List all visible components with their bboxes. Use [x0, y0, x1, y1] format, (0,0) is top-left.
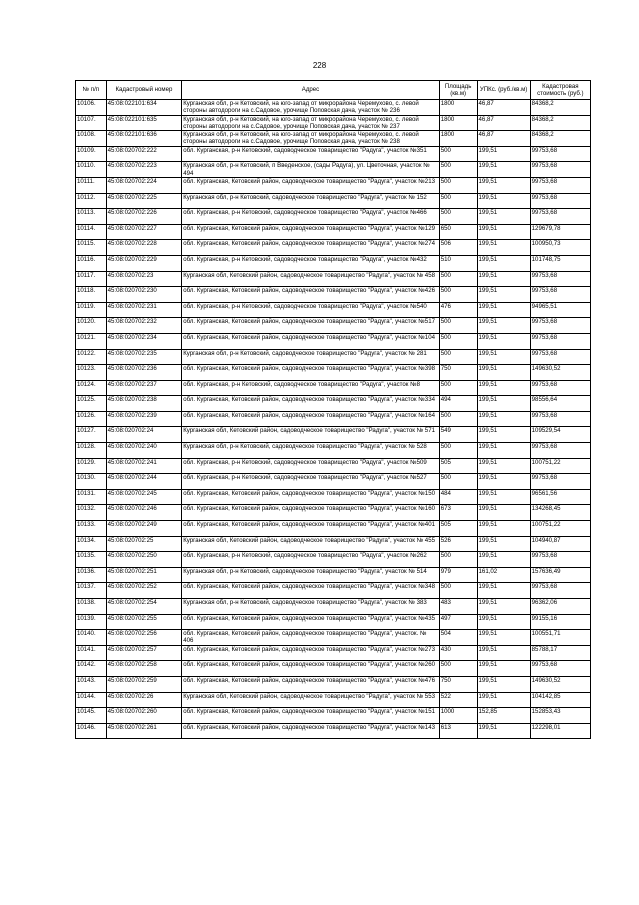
- row-number-cell: 10142.: [76, 661, 107, 677]
- upks-cell: 46,87: [477, 115, 530, 131]
- row-number-cell: 10146.: [76, 723, 107, 739]
- table-row: [76, 271, 591, 287]
- cadastral-number-cell: 45:08:020702:246: [106, 505, 182, 521]
- area-cell: 750: [439, 676, 477, 692]
- table-row: [76, 177, 591, 193]
- address-cell: Курганская обл, Кетовский район, садоводческое товарищество "Радуга", участок № 553: [182, 692, 440, 708]
- cadastral-cost-cell: 100751,22: [530, 521, 590, 537]
- address-cell: обл. Курганская, р-н Кетовский, садоводческое товарищество "Радуга", участок №509: [182, 458, 440, 474]
- cadastral-cost-cell: 96362,06: [530, 599, 590, 615]
- upks-cell: 199,51: [477, 193, 530, 209]
- row-number-cell: 10108.: [76, 131, 107, 147]
- table-row: [76, 521, 591, 537]
- area-cell: 484: [439, 489, 477, 505]
- cadastral-cost-cell: 99753,68: [530, 318, 590, 334]
- upks-cell: 199,51: [477, 396, 530, 412]
- upks-cell: 199,51: [477, 474, 530, 490]
- cadastral-cost-cell: 96561,56: [530, 489, 590, 505]
- area-cell: 483: [439, 599, 477, 615]
- table-row: [76, 489, 591, 505]
- row-number-cell: 10110.: [76, 162, 107, 178]
- upks-cell: 199,51: [477, 521, 530, 537]
- cadastral-cost-cell: 100551,71: [530, 630, 590, 646]
- cadastral-cost-cell: 99753,68: [530, 443, 590, 459]
- address-cell: обл. Курганская, р-н Кетовский, садоводческое товарищество "Радуга", участок №540: [182, 302, 440, 318]
- row-number-cell: 10121.: [76, 333, 107, 349]
- address-cell: Курганская обл, р-н Кетовский, садоводческое товарищество "Радуга", участок № 514: [182, 567, 440, 583]
- row-number-cell: 10140.: [76, 630, 107, 646]
- upks-cell: 199,51: [477, 692, 530, 708]
- cadastral-number-cell: 45:08:020702:251: [106, 567, 182, 583]
- table-row: [76, 318, 591, 334]
- cadastral-number-cell: 45:08:020702:250: [106, 552, 182, 568]
- area-cell: 497: [439, 614, 477, 630]
- cadastral-number-cell: 45:08:020702:228: [106, 240, 182, 256]
- row-number-cell: 10136.: [76, 567, 107, 583]
- row-number-cell: 10127.: [76, 427, 107, 443]
- row-number-cell: 10109.: [76, 146, 107, 162]
- cadastral-number-cell: 45:08:022101:636: [106, 131, 182, 147]
- area-cell: 500: [439, 318, 477, 334]
- cadastral-cost-cell: 85788,17: [530, 645, 590, 661]
- upks-cell: 199,51: [477, 599, 530, 615]
- table-row: [76, 567, 591, 583]
- address-cell: Курганская обл, р-н Кетовский, садоводческое товарищество "Радуга", участок № 281: [182, 349, 440, 365]
- cadastral-cost-cell: 99753,68: [530, 287, 590, 303]
- table-row: [76, 583, 591, 599]
- row-number-cell: 10126.: [76, 411, 107, 427]
- upks-cell: 199,51: [477, 458, 530, 474]
- row-number-cell: 10132.: [76, 505, 107, 521]
- area-cell: 494: [439, 396, 477, 412]
- cadastral-number-cell: 45:08:020702:227: [106, 224, 182, 240]
- area-cell: 504: [439, 630, 477, 646]
- row-number-cell: 10131.: [76, 489, 107, 505]
- address-cell: обл. Курганская, Кетовский район, садоводческое товарищество "Радуга", участок №334: [182, 396, 440, 412]
- cadastral-cost-cell: 99753,68: [530, 193, 590, 209]
- address-cell: обл. Курганская, Кетовский район, садоводческое товарищество "Радуга", участок №260: [182, 661, 440, 677]
- area-cell: 430: [439, 645, 477, 661]
- upks-cell: 199,51: [477, 489, 530, 505]
- cadastral-cost-cell: 129679,78: [530, 224, 590, 240]
- row-number-cell: 10141.: [76, 645, 107, 661]
- upks-cell: 46,87: [477, 131, 530, 147]
- address-cell: обл. Курганская, Кетовский район, садоводческое товарищество "Радуга", участок №150: [182, 489, 440, 505]
- row-number-cell: 10123.: [76, 365, 107, 381]
- address-cell: Курганская обл, р-н Кетовский, садоводческое товарищество "Радуга", участок № 152: [182, 193, 440, 209]
- header-area: Площадь (кв.м): [439, 81, 477, 100]
- address-cell: обл. Курганская, Кетовский район, садоводческое товарищество "Радуга", участок №129: [182, 224, 440, 240]
- row-number-cell: 10134.: [76, 536, 107, 552]
- area-cell: 500: [439, 193, 477, 209]
- cadastral-number-cell: 45:08:020702:25: [106, 536, 182, 552]
- table-row: [76, 614, 591, 630]
- cadastral-number-cell: 45:08:022101:634: [106, 100, 182, 116]
- cadastral-number-cell: 45:08:020702:245: [106, 489, 182, 505]
- table-row: [76, 536, 591, 552]
- row-number-cell: 10118.: [76, 287, 107, 303]
- address-cell: обл. Курганская, Кетовский район, садоводческое товарищество "Радуга", участок. № 406: [182, 630, 440, 646]
- table-header-row: [76, 81, 591, 100]
- address-cell: обл. Курганская, Кетовский район, садоводческое товарищество "Радуга", участок №213: [182, 177, 440, 193]
- header-cadastral: Кадастровый номер: [106, 81, 182, 100]
- cadastral-number-cell: 45:08:020702:235: [106, 349, 182, 365]
- cadastral-cost-cell: 99753,68: [530, 380, 590, 396]
- row-number-cell: 10130.: [76, 474, 107, 490]
- area-cell: 1000: [439, 708, 477, 724]
- address-cell: обл. Курганская, р-н Кетовский, садоводческое товарищество "Радуга", участок №466: [182, 209, 440, 225]
- address-cell: Курганская обл, р-н Кетовский, п Введенское, (сады Радуга), ул. Цветочная, участок № 494: [182, 162, 440, 178]
- table-row: [76, 443, 591, 459]
- address-cell: Курганская обл, р-н Кетовский, на юго-запад от микрорайона Черемухово, с. левой стороны автодороги на с.Садовое, урочище Поповская дача, участок № 238: [182, 131, 440, 147]
- area-cell: 500: [439, 411, 477, 427]
- area-cell: 500: [439, 380, 477, 396]
- address-cell: обл. Курганская, р-н Кетовский, садоводческое товарищество "Радуга", участок №351: [182, 146, 440, 162]
- cadastral-table: [75, 80, 591, 739]
- row-number-cell: 10125.: [76, 396, 107, 412]
- row-number-cell: 10115.: [76, 240, 107, 256]
- upks-cell: 199,51: [477, 676, 530, 692]
- cadastral-number-cell: 45:08:020702:234: [106, 333, 182, 349]
- header-cost: Кадастровая стоимость (руб.): [530, 81, 590, 100]
- cadastral-number-cell: 45:08:020702:230: [106, 287, 182, 303]
- table-row: [76, 661, 591, 677]
- header-address: Адрес: [182, 81, 440, 100]
- table-row: [76, 146, 591, 162]
- cadastral-cost-cell: 101748,75: [530, 255, 590, 271]
- upks-cell: 199,51: [477, 302, 530, 318]
- cadastral-number-cell: 45:08:020702:237: [106, 380, 182, 396]
- row-number-cell: 10120.: [76, 318, 107, 334]
- table-row: [76, 723, 591, 739]
- row-number-cell: 10112.: [76, 193, 107, 209]
- cadastral-cost-cell: 99753,68: [530, 552, 590, 568]
- upks-cell: 199,51: [477, 333, 530, 349]
- cadastral-cost-cell: 99753,68: [530, 146, 590, 162]
- cadastral-cost-cell: 104940,87: [530, 536, 590, 552]
- cadastral-number-cell: 45:08:020702:244: [106, 474, 182, 490]
- row-number-cell: 10145.: [76, 708, 107, 724]
- cadastral-cost-cell: 149630,52: [530, 365, 590, 381]
- area-cell: 500: [439, 583, 477, 599]
- area-cell: 500: [439, 287, 477, 303]
- cadastral-number-cell: 45:08:020702:252: [106, 583, 182, 599]
- area-cell: 505: [439, 521, 477, 537]
- cadastral-number-cell: 45:08:020702:239: [106, 411, 182, 427]
- upks-cell: 199,51: [477, 209, 530, 225]
- table-row: [76, 100, 591, 116]
- row-number-cell: 10122.: [76, 349, 107, 365]
- row-number-cell: 10111.: [76, 177, 107, 193]
- header-upks: УПКс. (руб./кв.м): [477, 81, 530, 100]
- row-number-cell: 10135.: [76, 552, 107, 568]
- table-row: [76, 240, 591, 256]
- cadastral-cost-cell: 94965,51: [530, 302, 590, 318]
- upks-cell: 199,51: [477, 287, 530, 303]
- table-row: [76, 427, 591, 443]
- area-cell: 613: [439, 723, 477, 739]
- area-cell: 505: [439, 458, 477, 474]
- area-cell: 522: [439, 692, 477, 708]
- cadastral-number-cell: 45:08:020702:257: [106, 645, 182, 661]
- cadastral-cost-cell: 99753,68: [530, 333, 590, 349]
- area-cell: 650: [439, 224, 477, 240]
- cadastral-cost-cell: 109529,54: [530, 427, 590, 443]
- address-cell: Курганская обл, Кетовский район, садоводческое товарищество "Радуга", участок № 455: [182, 536, 440, 552]
- address-cell: обл. Курганская, р-н Кетовский, садоводческое товарищество "Радуга", участок №432: [182, 255, 440, 271]
- address-cell: обл. Курганская, р-н Кетовский, садоводческое товарищество "Радуга", участок №527: [182, 474, 440, 490]
- upks-cell: 152,85: [477, 708, 530, 724]
- area-cell: 476: [439, 302, 477, 318]
- cadastral-number-cell: 45:08:020702:222: [106, 146, 182, 162]
- cadastral-number-cell: 45:08:020702:23: [106, 271, 182, 287]
- upks-cell: 199,51: [477, 645, 530, 661]
- area-cell: 500: [439, 209, 477, 225]
- cadastral-number-cell: 45:08:020702:238: [106, 396, 182, 412]
- cadastral-cost-cell: 99155,16: [530, 614, 590, 630]
- cadastral-number-cell: 45:08:020702:261: [106, 723, 182, 739]
- table-row: [76, 162, 591, 178]
- upks-cell: 199,51: [477, 427, 530, 443]
- cadastral-number-cell: 45:08:020702:255: [106, 614, 182, 630]
- area-cell: 500: [439, 474, 477, 490]
- cadastral-number-cell: 45:08:020702:258: [106, 661, 182, 677]
- row-number-cell: 10113.: [76, 209, 107, 225]
- table-row: [76, 474, 591, 490]
- cadastral-number-cell: 45:08:020702:260: [106, 708, 182, 724]
- cadastral-cost-cell: 99753,68: [530, 162, 590, 178]
- address-cell: обл. Курганская, Кетовский район, садоводческое товарищество "Радуга", участок №348: [182, 583, 440, 599]
- area-cell: 500: [439, 661, 477, 677]
- upks-cell: 199,51: [477, 162, 530, 178]
- cadastral-cost-cell: 152853,43: [530, 708, 590, 724]
- cadastral-number-cell: 45:08:020702:240: [106, 443, 182, 459]
- table-row: [76, 302, 591, 318]
- area-cell: 500: [439, 162, 477, 178]
- table-row: [76, 676, 591, 692]
- address-cell: обл. Курганская, Кетовский район, садоводческое товарищество "Радуга", участок №401: [182, 521, 440, 537]
- cadastral-cost-cell: 134268,45: [530, 505, 590, 521]
- cadastral-number-cell: 45:08:020702:249: [106, 521, 182, 537]
- row-number-cell: 10124.: [76, 380, 107, 396]
- upks-cell: 199,51: [477, 661, 530, 677]
- cadastral-number-cell: 45:08:020702:226: [106, 209, 182, 225]
- table-row: [76, 193, 591, 209]
- area-cell: 500: [439, 443, 477, 459]
- address-cell: обл. Курганская, Кетовский район, садоводческое товарищество "Радуга", участок №274: [182, 240, 440, 256]
- row-number-cell: 10114.: [76, 224, 107, 240]
- cadastral-number-cell: 45:08:020702:254: [106, 599, 182, 615]
- cadastral-number-cell: 45:08:020702:24: [106, 427, 182, 443]
- upks-cell: 199,51: [477, 505, 530, 521]
- table-row: [76, 411, 591, 427]
- row-number-cell: 10129.: [76, 458, 107, 474]
- upks-cell: 199,51: [477, 318, 530, 334]
- upks-cell: 199,51: [477, 583, 530, 599]
- cadastral-number-cell: 45:08:020702:224: [106, 177, 182, 193]
- area-cell: 500: [439, 177, 477, 193]
- cadastral-number-cell: 45:08:020702:232: [106, 318, 182, 334]
- table-row: [76, 380, 591, 396]
- address-cell: обл. Курганская, Кетовский район, садоводческое товарищество "Радуга", участок №476: [182, 676, 440, 692]
- row-number-cell: 10117.: [76, 271, 107, 287]
- cadastral-number-cell: 45:08:020702:236: [106, 365, 182, 381]
- upks-cell: 199,51: [477, 552, 530, 568]
- area-cell: 500: [439, 271, 477, 287]
- area-cell: 500: [439, 333, 477, 349]
- table-row: [76, 692, 591, 708]
- address-cell: Курганская обл, р-н Кетовский, на юго-запад от микрорайона Черемухово, с. левой стороны автодороги на с.Садовое, урочище Поповская дача, участок № 237: [182, 115, 440, 131]
- upks-cell: 199,51: [477, 177, 530, 193]
- row-number-cell: 10128.: [76, 443, 107, 459]
- address-cell: обл. Курганская, р-н Кетовский, садоводческое товарищество "Радуга", участок №8: [182, 380, 440, 396]
- cadastral-cost-cell: 122298,01: [530, 723, 590, 739]
- table-row: [76, 224, 591, 240]
- cadastral-cost-cell: 99753,68: [530, 474, 590, 490]
- table-row: [76, 333, 591, 349]
- cadastral-cost-cell: 84368,2: [530, 115, 590, 131]
- row-number-cell: 10139.: [76, 614, 107, 630]
- address-cell: Курганская обл, Кетовский район, садоводческое товарищество "Радуга", участок № 458: [182, 271, 440, 287]
- upks-cell: 199,51: [477, 224, 530, 240]
- header-num: № п/п: [76, 81, 107, 100]
- cadastral-cost-cell: 104142,85: [530, 692, 590, 708]
- address-cell: обл. Курганская, Кетовский район, садоводческое товарищество "Радуга", участок №104: [182, 333, 440, 349]
- row-number-cell: 10138.: [76, 599, 107, 615]
- upks-cell: 199,51: [477, 723, 530, 739]
- upks-cell: 199,51: [477, 255, 530, 271]
- row-number-cell: 10107.: [76, 115, 107, 131]
- address-cell: обл. Курганская, Кетовский район, садоводческое товарищество "Радуга", участок №435: [182, 614, 440, 630]
- table-row: [76, 131, 591, 147]
- cadastral-cost-cell: 99753,68: [530, 661, 590, 677]
- table-row: [76, 552, 591, 568]
- row-number-cell: 10133.: [76, 521, 107, 537]
- area-cell: 1800: [439, 100, 477, 116]
- cadastral-number-cell: 45:08:020702:231: [106, 302, 182, 318]
- row-number-cell: 10144.: [76, 692, 107, 708]
- table-row: [76, 396, 591, 412]
- cadastral-number-cell: 45:08:022101:635: [106, 115, 182, 131]
- cadastral-cost-cell: 99753,68: [530, 209, 590, 225]
- address-cell: обл. Курганская, Кетовский район, садоводческое товарищество "Радуга", участок №517: [182, 318, 440, 334]
- row-number-cell: 10137.: [76, 583, 107, 599]
- area-cell: 510: [439, 255, 477, 271]
- address-cell: Курганская обл, р-н Кетовский, садоводческое товарищество "Радуга", участок № 528: [182, 443, 440, 459]
- upks-cell: 199,51: [477, 411, 530, 427]
- cadastral-cost-cell: 100751,22: [530, 458, 590, 474]
- cadastral-cost-cell: 99753,68: [530, 583, 590, 599]
- address-cell: Курганская обл, р-н Кетовский, садоводческое товарищество "Радуга", участок № 383: [182, 599, 440, 615]
- table-row: [76, 365, 591, 381]
- area-cell: 500: [439, 349, 477, 365]
- address-cell: обл. Курганская, р-н Кетовский, садоводческое товарищество "Радуга", участок №262: [182, 552, 440, 568]
- upks-cell: 199,51: [477, 365, 530, 381]
- cadastral-cost-cell: 157636,49: [530, 567, 590, 583]
- upks-cell: 199,51: [477, 614, 530, 630]
- cadastral-cost-cell: 100950,73: [530, 240, 590, 256]
- area-cell: 526: [439, 536, 477, 552]
- upks-cell: 199,51: [477, 536, 530, 552]
- table-row: [76, 255, 591, 271]
- area-cell: 673: [439, 505, 477, 521]
- upks-cell: 199,51: [477, 380, 530, 396]
- cadastral-number-cell: 45:08:020702:223: [106, 162, 182, 178]
- cadastral-number-cell: 45:08:020702:229: [106, 255, 182, 271]
- table-row: [76, 115, 591, 131]
- area-cell: 750: [439, 365, 477, 381]
- address-cell: обл. Курганская, Кетовский район, садоводческое товарищество "Радуга", участок №398: [182, 365, 440, 381]
- area-cell: 549: [439, 427, 477, 443]
- address-cell: обл. Курганская, Кетовский район, садоводческое товарищество "Радуга", участок №143: [182, 723, 440, 739]
- cadastral-cost-cell: 84368,2: [530, 131, 590, 147]
- cadastral-number-cell: 45:08:020702:241: [106, 458, 182, 474]
- cadastral-number-cell: 45:08:020702:225: [106, 193, 182, 209]
- area-cell: 1800: [439, 131, 477, 147]
- cadastral-cost-cell: 99753,68: [530, 411, 590, 427]
- upks-cell: 199,51: [477, 349, 530, 365]
- address-cell: Курганская обл, Кетовский район, садоводческое товарищество "Радуга", участок № 571: [182, 427, 440, 443]
- table-row: [76, 349, 591, 365]
- cadastral-cost-cell: 98556,64: [530, 396, 590, 412]
- table-row: [76, 505, 591, 521]
- row-number-cell: 10119.: [76, 302, 107, 318]
- upks-cell: 199,51: [477, 240, 530, 256]
- upks-cell: 46,87: [477, 100, 530, 116]
- upks-cell: 199,51: [477, 146, 530, 162]
- table-row: [76, 458, 591, 474]
- table-row: [76, 287, 591, 303]
- upks-cell: 161,02: [477, 567, 530, 583]
- address-cell: обл. Курганская, Кетовский район, садоводческое товарищество "Радуга", участок №160: [182, 505, 440, 521]
- row-number-cell: 10116.: [76, 255, 107, 271]
- table-row: [76, 645, 591, 661]
- cadastral-cost-cell: 149630,52: [530, 676, 590, 692]
- address-cell: Курганская обл, р-н Кетовский, на юго-запад от микрорайона Черемухово, с. левой стороны автодороги на с.Садовое, урочище Поповская дача, участок № 236: [182, 100, 440, 116]
- address-cell: обл. Курганская, Кетовский район, садоводческое товарищество "Радуга", участок №273: [182, 645, 440, 661]
- table-row: [76, 599, 591, 615]
- address-cell: обл. Курганская, Кетовский район, садоводческое товарищество "Радуга", участок №426: [182, 287, 440, 303]
- cadastral-cost-cell: 84368,2: [530, 100, 590, 116]
- cadastral-number-cell: 45:08:020702:26: [106, 692, 182, 708]
- table-row: [76, 209, 591, 225]
- upks-cell: 199,51: [477, 443, 530, 459]
- cadastral-cost-cell: 99753,68: [530, 271, 590, 287]
- cadastral-cost-cell: 99753,68: [530, 177, 590, 193]
- cadastral-number-cell: 45:08:020702:259: [106, 676, 182, 692]
- table-row: [76, 708, 591, 724]
- address-cell: обл. Курганская, Кетовский район, садоводческое товарищество "Радуга", участок №151: [182, 708, 440, 724]
- page-number: 228: [312, 61, 327, 70]
- cadastral-number-cell: 45:08:020702:256: [106, 630, 182, 646]
- area-cell: 979: [439, 567, 477, 583]
- row-number-cell: 10106.: [76, 100, 107, 116]
- address-cell: обл. Курганская, Кетовский район, садоводческое товарищество "Радуга", участок №164: [182, 411, 440, 427]
- row-number-cell: 10143.: [76, 676, 107, 692]
- area-cell: 500: [439, 146, 477, 162]
- area-cell: 1800: [439, 115, 477, 131]
- cadastral-cost-cell: 99753,68: [530, 349, 590, 365]
- area-cell: 506: [439, 240, 477, 256]
- upks-cell: 199,51: [477, 271, 530, 287]
- table-row: [76, 630, 591, 646]
- area-cell: 500: [439, 552, 477, 568]
- upks-cell: 199,51: [477, 630, 530, 646]
